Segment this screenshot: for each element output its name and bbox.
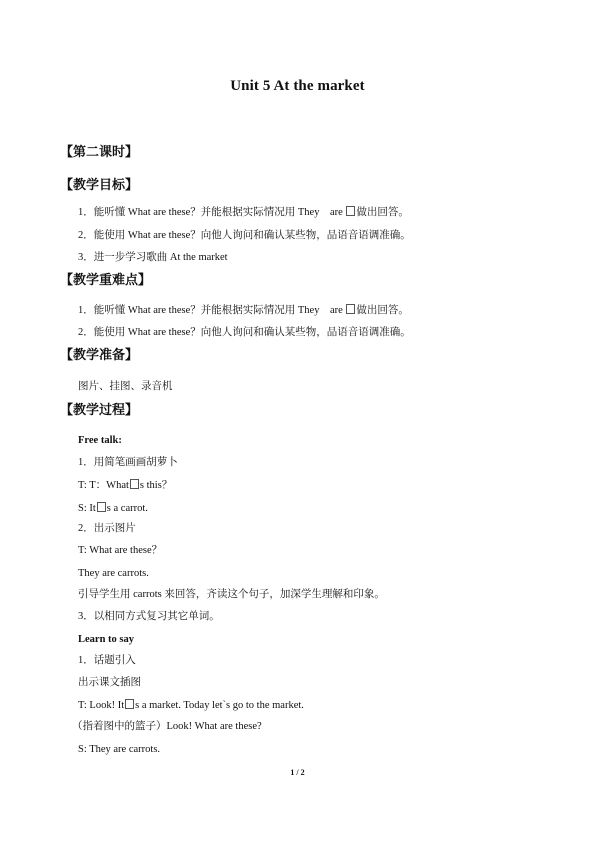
lesson-heading: 【第二课时】 xyxy=(60,145,139,160)
objective-1-number: 1． xyxy=(78,207,94,218)
teacher-line-2: T: What are these？ xyxy=(78,545,163,556)
objectives-heading: 【教学目标】 xyxy=(60,178,139,193)
teacher-line-1-start: T: T：What xyxy=(78,480,129,491)
learn-step-2: 出示课文插图 xyxy=(78,677,141,688)
objective-2-number: 2． xyxy=(78,230,94,241)
objective-2-text: 能使用 What are these？向他人询问和确认某些物，品语音语调准确。 xyxy=(93,230,411,241)
teacher-line-1 xyxy=(78,479,172,493)
missing-glyph-box xyxy=(125,699,134,709)
step-3: 3．以相同方式复习其它单词。 xyxy=(78,611,220,622)
objective-3-text: 进一步学习歌曲 At the market xyxy=(93,252,228,263)
keypoint-1-text: 能听懂 What are these？并能根据实际情况用 They are xyxy=(93,305,346,316)
page-title: Unit 5 At the market xyxy=(230,78,365,94)
keypoint-1-number: 1． xyxy=(78,305,94,316)
objective-3-number: 3． xyxy=(78,252,94,263)
keypoints-heading: 【教学重难点】 xyxy=(60,273,152,288)
process-heading: 【教学过程】 xyxy=(60,403,139,418)
missing-glyph-box xyxy=(346,206,355,216)
keypoint-1-text-end: 做出回答。 xyxy=(356,305,409,316)
they-line: They are carrots. xyxy=(78,568,149,579)
objective-1-text-end: 做出回答。 xyxy=(356,207,409,218)
prep-text: 图片、挂图、录音机 xyxy=(78,381,173,392)
learn-step-1: 1．话题引入 xyxy=(78,655,136,666)
student-line-1 xyxy=(78,502,148,516)
guide-line: 引导学生用 carrots 来回答，齐读这个句子，加深学生理解和印象。 xyxy=(78,589,385,600)
step-2: 2．出示图片 xyxy=(78,523,136,534)
objective-1-text: 能听懂 What are these？并能根据实际情况用 They are xyxy=(93,207,346,218)
student-line-1-end: s a carrot. xyxy=(106,503,148,514)
teacher-line-3-end: s a market. Today let`s go to the market. xyxy=(135,700,304,711)
teacher-line-4: （指着图中的篮子）Look! What are these? xyxy=(72,721,262,732)
page-number: 1 / 2 xyxy=(290,768,305,777)
step-1: 1．用简笔画画胡萝卜 xyxy=(78,457,178,468)
teacher-line-3 xyxy=(78,699,304,713)
teacher-line-1-end: s this？ xyxy=(139,480,173,491)
keypoint-1 xyxy=(78,304,409,318)
objective-1 xyxy=(78,206,409,220)
student-line-1-start: S: It xyxy=(78,503,96,514)
missing-glyph-box xyxy=(97,502,106,512)
missing-glyph-box xyxy=(130,479,139,489)
objective-3 xyxy=(78,251,228,265)
student-line-2: S: They are carrots. xyxy=(78,744,161,755)
teacher-line-3-start: T: Look! It xyxy=(78,700,125,711)
keypoint-2-text: 能使用 What are these？向他人询问和确认某些物，品语音语调准确。 xyxy=(93,327,411,338)
free-talk-heading: Free talk: xyxy=(78,435,122,446)
learn-to-say-heading: Learn to say xyxy=(78,634,134,645)
keypoint-2 xyxy=(78,326,411,340)
missing-glyph-box xyxy=(346,304,355,314)
objective-2 xyxy=(78,229,411,243)
prep-heading: 【教学准备】 xyxy=(60,348,139,363)
keypoint-2-number: 2． xyxy=(78,327,94,338)
